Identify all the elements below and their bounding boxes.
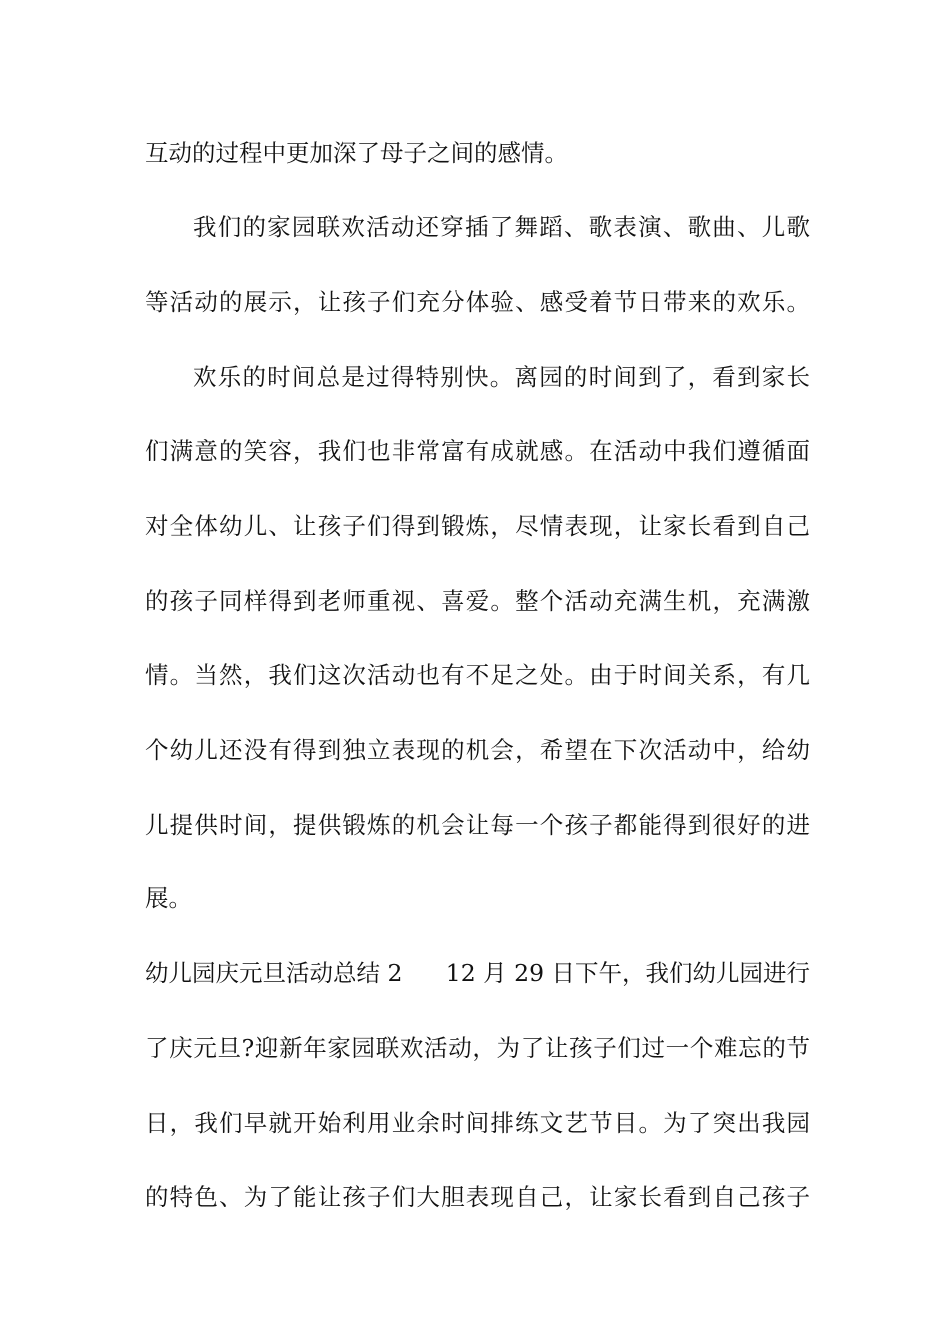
section-first-text: 12 月 29 日下午，我们幼儿园进行 xyxy=(445,959,810,987)
text-line: 的特色、为了能让孩子们大胆表现自己，让家长看到自己孩子 xyxy=(145,1183,810,1211)
paragraph-first-line: 欢乐的时间总是过得特别快。离园的时间到了，看到家长 xyxy=(193,363,810,391)
text-line: 们满意的笑容，我们也非常富有成就感。在活动中我们遵循面 xyxy=(145,437,810,465)
text-line: 个幼儿还没有得到独立表现的机会，希望在下次活动中，给幼 xyxy=(145,736,810,764)
text-line: 的孩子同样得到老师重视、喜爱。整个活动充满生机，充满激 xyxy=(145,587,810,615)
text-line: 情。当然，我们这次活动也有不足之处。由于时间关系，有几 xyxy=(145,661,810,689)
text-line: 展。 xyxy=(145,884,192,912)
text-line: 了庆元旦?迎新年家园联欢活动，为了让孩子们过一个难忘的节 xyxy=(145,1034,810,1062)
paragraph-first-line: 我们的家园联欢活动还穿插了舞蹈、歌表演、歌曲、儿歌 xyxy=(193,213,810,241)
text-line: 对全体幼儿、让孩子们得到锻炼，尽情表现，让家长看到自己 xyxy=(145,512,810,540)
section-heading: 幼儿园庆元旦活动总结 2 xyxy=(145,959,403,987)
text-line: 日，我们早就开始利用业余时间排练文艺节目。为了突出我园 xyxy=(145,1109,810,1137)
text-line: 等活动的展示，让孩子们充分体验、感受着节日带来的欢乐。 xyxy=(145,288,810,316)
section-heading-line xyxy=(145,953,810,993)
text-line: 互动的过程中更加深了母子之间的感情。 xyxy=(145,139,568,167)
text-line: 儿提供时间，提供锻炼的机会让每一个孩子都能得到很好的进 xyxy=(145,811,810,839)
